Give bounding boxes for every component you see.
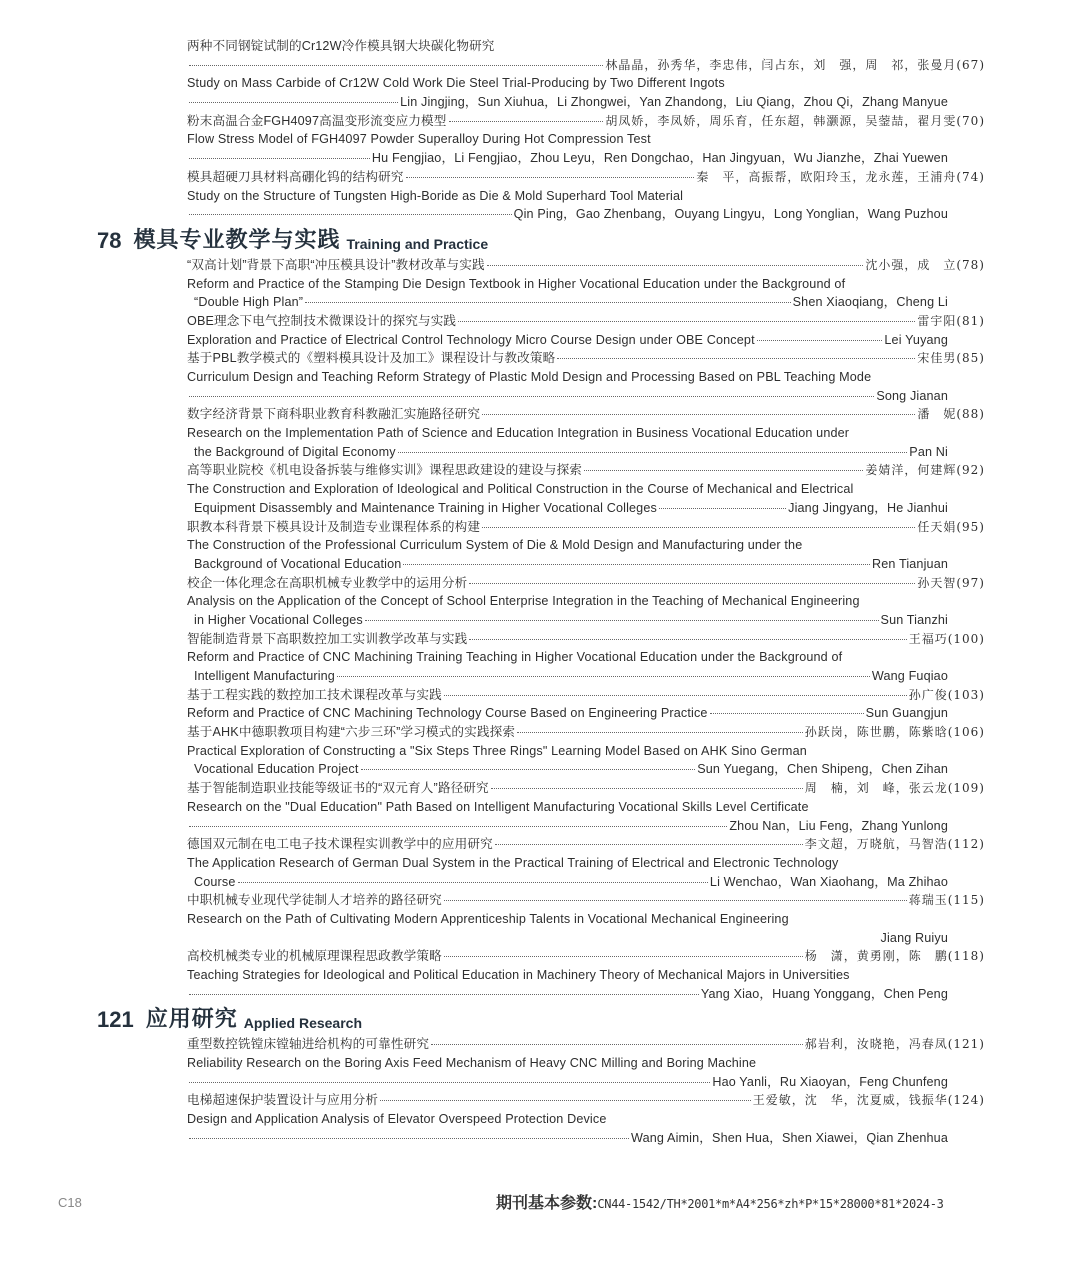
entry-title: Research on the "Dual Education" Path Based on Intelligent Manufacturing Vocational Skills Level Certificate xyxy=(187,799,809,814)
entry-title: “Double High Plan” xyxy=(194,295,304,310)
entry-title: Intelligent Manufacturing xyxy=(194,669,335,683)
entry-title: Research on the Path of Cultivating Modern Apprenticeship Talents in Vocational Mechanical Engineering xyxy=(187,911,789,926)
toc-line xyxy=(194,873,948,892)
entry-authors: 胡凤娇，李凤娇，周乐育，任东超，韩灏源，吴蓥喆，翟月雯(70) xyxy=(605,113,985,128)
dot-leader xyxy=(482,414,915,415)
entry-authors: Sun Yuegang，Chen Shipeng，Chen Zihan xyxy=(697,762,948,777)
toc-line xyxy=(187,256,985,275)
entry-authors: 李文超，万晓航，马智浩(112) xyxy=(804,837,985,852)
dot-leader xyxy=(469,583,915,584)
entry-title: Study on Mass Carbide of Cr12W Cold Work Die Steel Trial-Producing by Two Different Ingots xyxy=(187,76,725,91)
dot-leader xyxy=(189,396,874,397)
entry-title: Reform and Practice of CNC Machining Training Teaching in Higher Vocational Education under the Background of xyxy=(187,650,843,665)
dot-leader xyxy=(189,102,398,103)
dot-leader xyxy=(710,713,864,714)
dot-leader xyxy=(403,564,870,565)
dot-leader xyxy=(398,452,908,453)
entry-title: The Application Research of German Dual System in the Practical Training of Electrical and Electronic Technology xyxy=(187,855,839,870)
entry-authors: Zhou Nan，Liu Feng，Zhang Yunlong xyxy=(729,818,948,833)
entry-title: 基于PBL教学模式的《塑料模具设计及加工》课程设计与教改策略 xyxy=(187,351,556,366)
toc-line xyxy=(187,405,985,424)
toc-line xyxy=(187,424,985,443)
dot-leader xyxy=(495,844,803,845)
section-title-zh: 模具专业教学与实践 xyxy=(133,226,341,252)
entry-title: Reform and Practice of CNC Machining Technology Course Based on Engineering Practice xyxy=(187,706,708,721)
entry-authors: Shen Xiaoqiang，Cheng Li xyxy=(792,295,948,310)
toc-line xyxy=(187,518,985,537)
dot-leader xyxy=(469,639,906,640)
entry-authors: Hao Yanli，Ru Xiaoyan，Feng Chunfeng xyxy=(712,1074,948,1089)
entry-title: Teaching Strategies for Ideological and Political Education in Machinery Theory of Mechanical Majors in Universities xyxy=(187,968,850,982)
entry-title: 基于AHK中德职教项目构建“六步三环”学习模式的实践探索 xyxy=(187,725,516,740)
entry-title: Reliability Research on the Boring Axis Feed Mechanism of Heavy CNC Milling and Boring Machine xyxy=(187,1056,757,1071)
toc-section xyxy=(0,224,1080,1004)
dot-leader xyxy=(189,214,512,215)
dot-leader xyxy=(757,340,883,341)
entry-authors: 王爱敏，沈 华，沈夏威，钱振华(124) xyxy=(752,1093,985,1108)
toc-line xyxy=(187,1073,948,1092)
toc-line xyxy=(187,37,985,56)
entry-title: Analysis on the Application of the Concept of School Enterprise Integration in the Teaching of Mechanical Engineering xyxy=(187,594,860,609)
entry-title: Flow Stress Model of FGH4097 Powder Superalloy During Hot Compression Test xyxy=(187,132,651,147)
entry-authors: Jiang Ruiyu xyxy=(880,930,948,945)
entry-title: Vocational Education Project xyxy=(194,762,359,777)
toc-line xyxy=(187,891,985,910)
toc-line xyxy=(187,149,948,168)
entry-authors: 孙天智(97) xyxy=(917,575,985,590)
toc-line xyxy=(187,387,948,406)
entry-authors: 杨 潇，黄勇刚，陈 鹏(118) xyxy=(804,949,985,964)
toc-line xyxy=(187,910,985,929)
entry-title: The Construction of the Professional Curriculum System of Die & Mold Design and Manufacturing under the xyxy=(187,538,803,553)
section-title-en: Training and Practice xyxy=(346,235,489,252)
entry-title: 模具超硬刀具材料高硼化钨的结构研究 xyxy=(187,169,404,184)
section-heading xyxy=(97,224,1080,256)
section-page-number: 121 xyxy=(97,1007,134,1033)
entry-authors: 任天娟(95) xyxy=(917,519,985,534)
entry-authors: 蒋瑞玉(115) xyxy=(908,893,985,908)
toc-line xyxy=(187,648,985,667)
dot-leader xyxy=(238,882,708,883)
entry-title: 职教本科背景下模具设计及制造专业课程体系的构建 xyxy=(187,519,481,534)
toc-line xyxy=(187,461,985,480)
dot-leader xyxy=(361,769,696,770)
entry-authors: Qin Ping，Gao Zhenbang，Ouyang Lingyu，Long Yonglian，Wang Puzhou xyxy=(513,207,948,222)
toc-line xyxy=(187,74,985,93)
entry-title: Equipment Disassembly and Maintenance Training in Higher Vocational Colleges xyxy=(194,500,657,515)
entry-authors: 宋佳男(85) xyxy=(917,351,985,366)
dot-leader xyxy=(189,1138,629,1139)
toc-line xyxy=(187,798,985,817)
page-number: C18 xyxy=(58,1195,82,1210)
entry-authors: Yang Xiao，Huang Yonggang，Chen Peng xyxy=(700,986,948,1001)
toc-line xyxy=(187,480,985,499)
toc-line xyxy=(187,723,985,742)
dot-leader xyxy=(380,1100,751,1101)
toc-line xyxy=(187,966,985,985)
toc-line xyxy=(187,1054,985,1073)
entry-title: 德国双元制在电工电子技术课程实训教学中的应用研究 xyxy=(187,837,493,852)
toc-line xyxy=(187,704,948,723)
toc-line xyxy=(187,168,985,187)
entry-title: 高等职业院校《机电设备拆装与维修实训》课程思政建设的建设与探索 xyxy=(187,463,583,478)
entry-authors: 沈小强，成 立(78) xyxy=(865,257,985,272)
entry-authors: 孙跃岗，陈世鹏，陈紫晗(106) xyxy=(804,725,985,740)
dot-leader xyxy=(189,158,370,159)
entry-authors: 孙广俊(103) xyxy=(908,687,985,702)
entry-title: 两种不同钢锭试制的Cr12W冷作模具钢大块碳化物研究 xyxy=(187,39,495,53)
toc-section xyxy=(0,1003,1080,1147)
toc-line xyxy=(194,499,948,518)
entry-authors: Sun Tianzhi xyxy=(880,612,948,627)
toc-line xyxy=(194,443,948,462)
toc-line xyxy=(187,686,985,705)
dot-leader xyxy=(431,1044,803,1045)
section-heading xyxy=(97,1003,1080,1035)
toc-line xyxy=(187,205,948,224)
table-of-contents xyxy=(0,37,1080,1148)
entry-authors: 潘 妮(88) xyxy=(917,407,985,422)
entry-title: in Higher Vocational Colleges xyxy=(194,612,363,627)
entry-title: Reform and Practice of the Stamping Die Design Textbook in Higher Vocational Education under the Background of xyxy=(187,276,846,291)
toc-line xyxy=(187,1035,985,1054)
toc-line xyxy=(187,1129,948,1148)
toc-line xyxy=(187,574,985,593)
entry-title: Course xyxy=(194,874,236,889)
dot-leader xyxy=(365,620,879,621)
dot-leader xyxy=(491,788,803,789)
entry-title: 智能制造背景下高职数控加工实训教学改革与实践 xyxy=(187,631,468,646)
dot-leader xyxy=(337,676,870,677)
entry-title: Research on the Implementation Path of Science and Education Integration in Business Vocational Education under xyxy=(187,426,850,441)
entry-title: OBE理念下电气控制技术微课设计的探究与实践 xyxy=(187,313,457,328)
entry-authors: Ren Tianjuan xyxy=(871,556,948,571)
entry-authors: Wang Aimin，Shen Hua，Shen Xiawei，Qian Zhenhua xyxy=(631,1130,948,1145)
dot-leader xyxy=(444,900,907,901)
entry-authors: 秦 平，高振帮，欧阳玲玉，龙永莲，王浦舟(74) xyxy=(696,169,985,184)
dot-leader xyxy=(189,1082,710,1083)
toc-line xyxy=(187,312,985,331)
toc-line xyxy=(187,1110,985,1129)
entry-authors: Lei Yuyang xyxy=(884,332,948,347)
toc-line xyxy=(187,835,985,854)
dot-leader xyxy=(659,508,786,509)
dot-leader xyxy=(444,695,907,696)
entry-authors: 雷宇阳(81) xyxy=(917,313,985,328)
toc-line xyxy=(187,93,948,112)
entry-title: Curriculum Design and Teaching Reform Strategy of Plastic Mold Design and Processing Based on PBL Teaching Mode xyxy=(187,370,872,384)
toc-line xyxy=(187,854,985,873)
entry-authors: Sun Guangjun xyxy=(865,706,948,721)
entry-title: Practical Exploration of Constructing a "Six Steps Three Rings" Learning Model Based on AHK Sino German xyxy=(187,743,807,758)
entry-title: 基于智能制造职业技能等级证书的“双元育人”路径研究 xyxy=(187,781,489,796)
toc-line xyxy=(187,187,985,206)
toc-line xyxy=(187,817,948,836)
entry-authors: Pan Ni xyxy=(909,444,948,459)
toc-line xyxy=(187,275,985,294)
entry-authors: Song Jianan xyxy=(876,388,948,403)
toc-line xyxy=(187,331,948,350)
toc-line xyxy=(187,592,985,611)
entry-authors: 郝岩利，汝晓艳，冯春凤(121) xyxy=(804,1037,985,1052)
entry-title: 数字经济背景下商科职业教育科教融汇实施路径研究 xyxy=(187,407,481,422)
toc-line xyxy=(187,742,985,761)
entry-authors: Jiang Jingyang，He Jianhui xyxy=(788,500,948,515)
dot-leader xyxy=(482,527,915,528)
dot-leader xyxy=(584,470,863,471)
toc-line xyxy=(194,555,948,574)
section-title-zh: 应用研究 xyxy=(145,1006,238,1032)
entry-title: 重型数控铣镗床镗轴进给机构的可靠性研究 xyxy=(187,1037,430,1052)
entry-title: “双高计划”背景下高职“冲压模具设计”教材改革与实践 xyxy=(187,257,485,272)
entry-title: Exploration and Practice of Electrical Control Technology Micro Course Design under OBE Concept xyxy=(187,332,755,347)
toc-line xyxy=(187,349,985,368)
dot-leader xyxy=(406,177,695,178)
toc-line xyxy=(187,929,948,948)
dot-leader xyxy=(305,302,791,303)
dot-leader xyxy=(189,65,603,66)
entry-authors: 姜婧洋，何建辉(92) xyxy=(865,463,985,478)
entry-authors: 林晶晶，孙秀华，李忠伟，闫占东，刘 强，周 祁，张曼月(67) xyxy=(605,57,985,72)
toc-line xyxy=(194,667,948,686)
entry-title: 中职机械专业现代学徒制人才培养的路径研究 xyxy=(187,893,442,908)
dot-leader xyxy=(444,956,803,957)
section-page-number: 78 xyxy=(97,227,122,253)
entry-authors: 周 楠，刘 峰，张云龙(109) xyxy=(804,781,985,796)
dot-leader xyxy=(449,121,604,122)
toc-section xyxy=(0,37,1080,224)
journal-parameters-label: 期刊基本参数: xyxy=(496,1195,598,1212)
toc-line xyxy=(194,611,948,630)
toc-line xyxy=(194,760,948,779)
toc-line xyxy=(187,947,985,966)
dot-leader xyxy=(189,826,727,827)
entry-title: the Background of Digital Economy xyxy=(194,444,396,459)
toc-line xyxy=(187,112,985,131)
dot-leader xyxy=(557,358,915,359)
entry-title: 基于工程实践的数控加工技术课程改革与实践 xyxy=(187,687,442,702)
section-title-en: Applied Research xyxy=(243,1015,362,1032)
entry-authors: Lin Jingjing，Sun Xiuhua，Li Zhongwei，Yan Zhandong，Liu Qiang，Zhou Qi，Zhang Manyue xyxy=(400,95,948,110)
entry-title: 高校机械类专业的机械原理课程思政教学策略 xyxy=(187,949,442,964)
toc-line xyxy=(187,779,985,798)
entry-authors: Wang Fuqiao xyxy=(871,669,948,683)
dot-leader xyxy=(189,994,699,995)
entry-title: 校企一体化理念在高职机械专业教学中的运用分析 xyxy=(187,575,468,590)
toc-line xyxy=(187,985,948,1004)
toc-line xyxy=(187,1091,985,1110)
entry-title: Design and Application Analysis of Elevator Overspeed Protection Device xyxy=(187,1112,607,1127)
dot-leader xyxy=(517,732,803,733)
toc-line xyxy=(187,536,985,555)
toc-line xyxy=(187,630,985,649)
entry-authors: 王福巧(100) xyxy=(908,631,985,646)
toc-line xyxy=(194,293,948,312)
entry-authors: Li Wenchao，Wan Xiaohang，Ma Zhihao xyxy=(709,874,948,889)
toc-line xyxy=(187,130,985,149)
entry-title: The Construction and Exploration of Ideological and Political Construction in the Course of Mechanical and Electrical xyxy=(187,482,854,497)
entry-title: Study on the Structure of Tungsten High-Boride as Die & Mold Superhard Tool Material xyxy=(187,188,684,203)
entry-title: Background of Vocational Education xyxy=(194,556,402,571)
journal-parameters-value: CN44-1542/TH*2001*m*A4*256*zh*P*15*28000*81*2024-3 xyxy=(597,1197,944,1211)
entry-title: 电梯超速保护装置设计与应用分析 xyxy=(187,1093,379,1108)
dot-leader xyxy=(458,321,915,322)
dot-leader xyxy=(487,265,864,266)
entry-authors: Hu Fengjiao，Li Fengjiao，Zhou Leyu，Ren Dongchao，Han Jingyuan，Wu Jianzhe，Zhai Yuewen xyxy=(371,151,948,166)
entry-title: 粉末高温合金FGH4097高温变形流变应力模型 xyxy=(187,113,447,128)
journal-parameters xyxy=(496,1190,944,1213)
toc-line xyxy=(187,56,985,75)
toc-line xyxy=(187,368,985,387)
